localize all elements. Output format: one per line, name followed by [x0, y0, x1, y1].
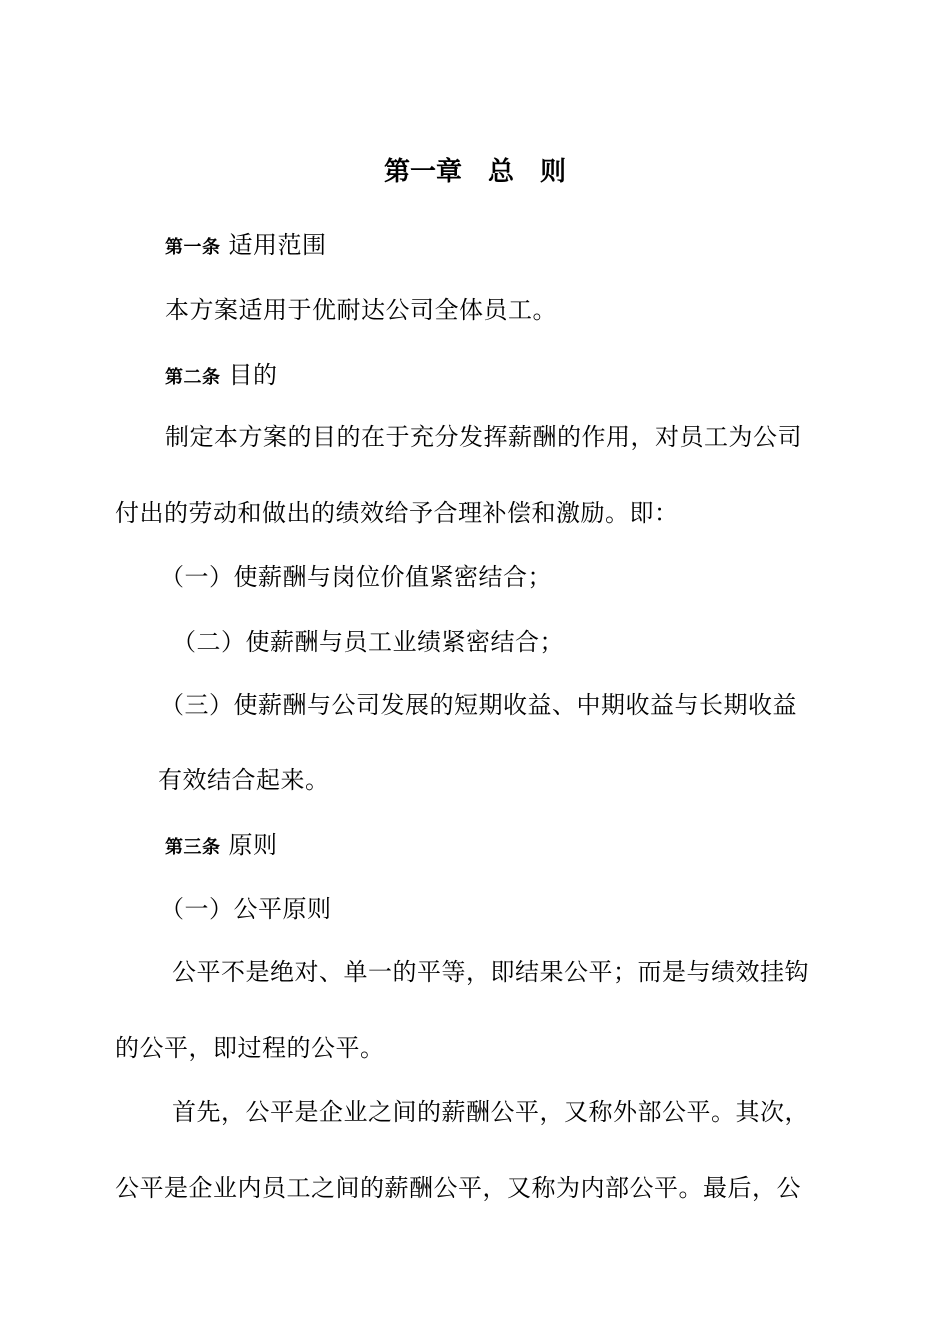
principle-1-line-3: 首先，公平是企业之间的薪酬公平，又称外部公平。其次，	[172, 1098, 809, 1126]
article-2-item-3-line-2: 有效结合起来。	[158, 766, 330, 794]
principle-1-line-2: 的公平，即过程的公平。	[115, 1034, 385, 1062]
article-2-item-1: （一）使薪酬与岗位价值紧密结合；	[160, 563, 552, 591]
article-2-label: 第二条	[165, 367, 221, 388]
article-2-heading	[165, 359, 278, 394]
article-2-item-3-line-1: （三）使薪酬与公司发展的短期收益、中期收益与长期收益	[160, 691, 797, 719]
article-2-body-line-1: 制定本方案的目的在于充分发挥薪酬的作用，对员工为公司	[165, 423, 802, 451]
chapter-title-word-1: 总	[487, 157, 514, 187]
article-3-heading	[165, 829, 278, 864]
chapter-title	[0, 155, 950, 189]
article-3-title: 原则	[228, 831, 278, 859]
principle-1-heading: （一）公平原则	[160, 895, 332, 923]
chapter-number: 第一章	[383, 157, 462, 187]
article-1-label: 第一条	[165, 237, 221, 258]
article-1-heading	[165, 229, 327, 264]
chapter-title-word-2: 则	[540, 157, 567, 187]
principle-1-line-4: 公平是企业内员工之间的薪酬公平，又称为内部公平。最后，公	[115, 1174, 801, 1202]
article-2-item-2: （二）使薪酬与员工业绩紧密结合；	[172, 628, 564, 656]
article-2-title: 目的	[228, 361, 278, 389]
article-1-body: 本方案适用于优耐达公司全体员工。	[165, 296, 557, 324]
article-1-title: 适用范围	[228, 231, 327, 259]
article-3-label: 第三条	[165, 837, 221, 858]
article-2-body-line-2: 付出的劳动和做出的绩效给予合理补偿和激励。即：	[115, 499, 679, 527]
principle-1-line-1: 公平不是绝对、单一的平等，即结果公平；而是与绩效挂钩	[172, 958, 809, 986]
